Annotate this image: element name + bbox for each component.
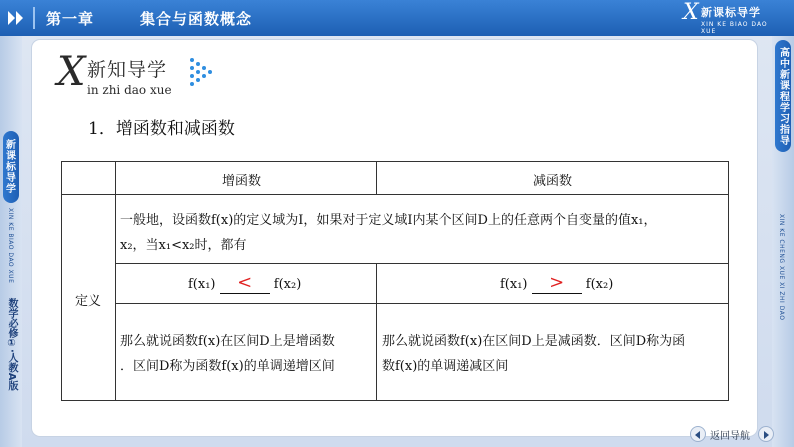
fx2: f(x₂) <box>585 277 614 292</box>
chapter-label: 第一章 <box>46 10 95 28</box>
table-line <box>115 162 116 400</box>
left-sidebar <box>0 36 22 447</box>
brand-pinyin: XIN KE BIAO DAO XUE <box>701 21 768 35</box>
next-page-button[interactable] <box>758 426 774 442</box>
sidebar-pinyin-right: XIN KE CHENG XUE XI ZHI DAO <box>778 214 785 321</box>
fx1: f(x₁) <box>188 277 216 292</box>
fx1: f(x₁) <box>500 277 528 292</box>
table-line <box>376 263 377 400</box>
common-definition-line-2: x₂，当x₁<x₂时，都有 <box>120 238 247 253</box>
chevron-right-icon <box>8 10 26 26</box>
brand-name: 新课标导学 <box>701 6 761 19</box>
table-line <box>115 263 728 264</box>
table-line <box>62 194 728 195</box>
right-sidebar <box>772 36 794 447</box>
brand-letter: X <box>683 0 699 25</box>
increasing-definition-line-2: ．区间D称为函数f(x)的单调递增区间 <box>120 359 335 374</box>
sidebar-book-title: 数学必修①·人教A版 <box>6 298 17 391</box>
greater-than-symbol: > <box>549 272 565 293</box>
table-line <box>376 162 377 194</box>
sidebar-pinyin: XIN KE BIAO DAO XUE <box>7 208 14 284</box>
dots-decoration-icon <box>190 58 216 86</box>
previous-page-button[interactable] <box>690 426 706 442</box>
table-row-label: 定义 <box>75 294 102 309</box>
section-letter: X <box>57 49 86 95</box>
bottom-navigation <box>688 426 774 443</box>
top-bar <box>0 0 794 36</box>
increasing-definition-line-1: 那么就说函数f(x)在区间D上是增函数 <box>120 334 335 349</box>
table-line <box>115 303 728 304</box>
sidebar-tab-brand[interactable] <box>3 131 19 203</box>
decreasing-definition-line-1: 那么就说函数f(x)在区间D上是减函数．区间D称为函 <box>382 334 686 349</box>
table-header-decreasing: 减函数 <box>533 174 573 189</box>
tab-char: 课 <box>6 150 16 162</box>
chapter-title: 集合与函数概念 <box>140 10 253 28</box>
decreasing-definition-line-2: 数f(x)的单调递减区间 <box>382 359 509 374</box>
tab-char: 新 <box>6 139 16 151</box>
sidebar-tab-guide[interactable]: 高中新课程学习指导 <box>775 40 791 152</box>
back-to-navigation-link[interactable]: 返回导航 <box>710 431 750 442</box>
tab-char: 标 <box>6 161 16 173</box>
divider <box>33 7 35 29</box>
table-header-increasing: 增函数 <box>222 174 262 189</box>
brand-logo <box>683 2 773 34</box>
tab-char: 导 <box>6 172 16 184</box>
tab-char: 学 <box>6 183 16 195</box>
section-title: 新知导学 <box>87 59 168 81</box>
increasing-inequality <box>188 272 301 294</box>
decreasing-inequality <box>500 272 613 294</box>
blank-decreasing <box>532 272 582 294</box>
common-definition-line-1: 一般地，设函数f(x)的定义域为I，如果对于定义域I内某个区间D上的任意两个自变量的值x₁， <box>120 213 657 228</box>
less-than-symbol: < <box>237 272 253 293</box>
section-pinyin: in zhi dao xue <box>87 83 172 97</box>
fx2: f(x₂) <box>273 277 302 292</box>
blank-increasing <box>220 272 270 294</box>
content-heading: 1．增函数和减函数 <box>88 119 235 139</box>
